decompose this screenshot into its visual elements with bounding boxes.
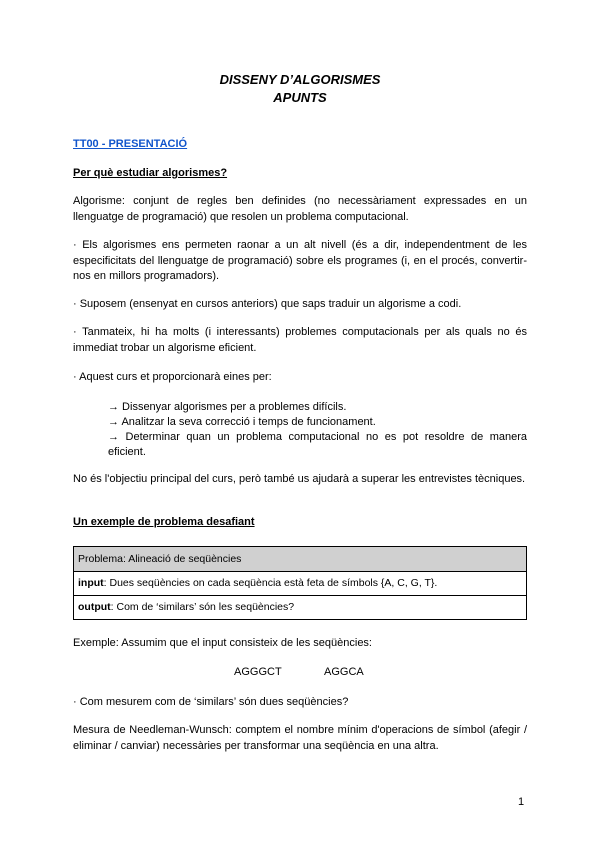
problem-table (73, 546, 527, 620)
problem-input-row (74, 572, 526, 595)
output-label: output (78, 601, 111, 613)
paragraph-efficient: · Tanmateix, hi ha molts (i interessants) problemes computacionals per als quals no és immediat trobar un algorisme eficient. (73, 326, 527, 354)
input-label: input (78, 577, 104, 589)
paragraph-tools-intro: · Aquest curs et proporcionarà eines per: (73, 371, 272, 383)
list-item: → Dissenyar algorismes per a problemes difícils. (108, 401, 347, 413)
document-subtitle: APUNTS (273, 90, 327, 105)
tools-list (108, 400, 527, 460)
sequence-1: AGGGCT (234, 666, 282, 678)
output-text: : Com de ‘similars’ són les seqüències? (110, 601, 295, 613)
document-title: DISSENY D’ALGORISMES (219, 72, 381, 87)
list-item: → Determinar quan un problema computacional no es pot resoldre de manera eficient. (108, 431, 527, 458)
problem-output-row (74, 595, 526, 619)
paragraph-high-level: · Els algorismes ens permeten raonar a un alt nivell (és a dir, independentment de les especificitats del llenguatge de programació) sobre els programes (i, en el procés, convertir-nos en millors programadors). (73, 239, 527, 282)
paragraph-interviews: No és l'objectiu principal del curs, però també us ajudarà a superar les entrevistes tècniques. (73, 473, 526, 485)
page-number: 1 (518, 796, 525, 808)
paragraph-translate: · Suposem (ensenyat en cursos anteriors) que saps traduir un algorisme a codi. (73, 298, 462, 310)
input-text: : Dues seqüències on cada seqüència està feta de símbols {A, C, G, T}. (103, 577, 438, 589)
paragraph-example: Exemple: Assumim que el input consisteix de les seqüències: (73, 637, 372, 649)
paragraph-needleman: Mesura de Needleman-Wunsch: comptem el nombre mínim d'operacions de símbol (afegir / eliminar / canviar) necessàries per transformar una seqüència en una altra. (73, 724, 527, 752)
paragraph-definition: Algorisme: conjunt de regles ben definides (no necessàriament expressades en un llenguatge de programació) que resolen un problema computacional. (73, 195, 527, 223)
paragraph-question: · Com mesurem com de ‘similars’ són dues seqüències? (73, 696, 349, 708)
heading-example-problem: Un exemple de problema desafiant (73, 516, 255, 528)
heading-why-study: Per què estudiar algorismes? (73, 167, 228, 179)
problem-table-header: Problema: Alineació de seqüències (74, 547, 526, 572)
list-item: → Analitzar la seva correcció i temps de funcionament. (108, 416, 376, 428)
sequence-2: AGGCA (324, 666, 364, 678)
section-heading[interactable]: TT00 - PRESENTACIÓ (73, 138, 188, 150)
